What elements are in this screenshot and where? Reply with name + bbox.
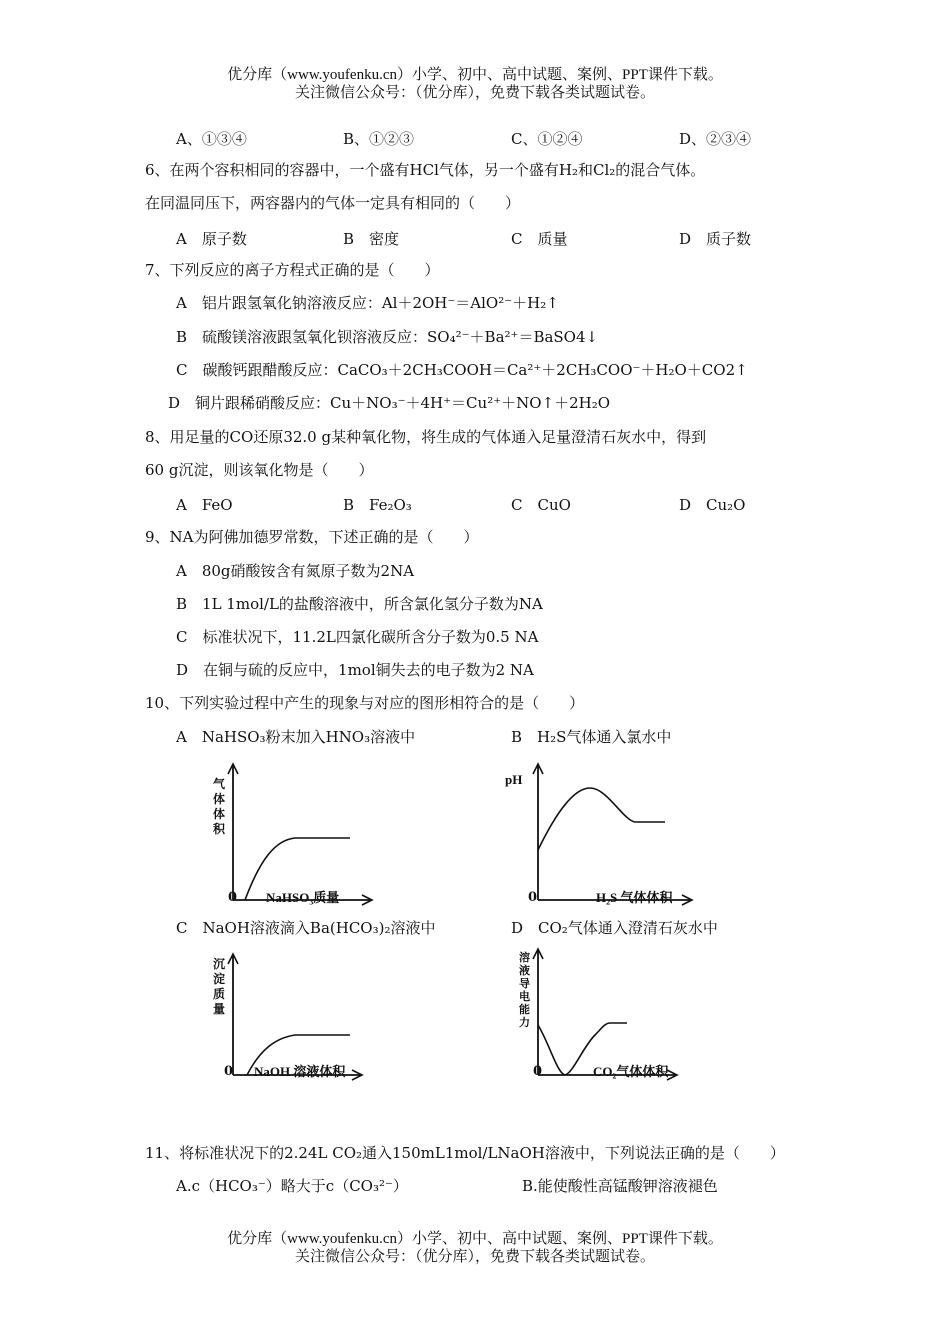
q8-option-a: A FeO	[176, 496, 233, 514]
q10-option-b: B H₂S气体通入氯水中	[511, 728, 672, 746]
footer-line-2: 关注微信公众号：（优分库），免费下载各类试题试卷。	[294, 1249, 655, 1265]
graph-d-ylabel-6: 力	[519, 1017, 530, 1029]
footer-line-1: 优分库（www.youfenku.cn）小学、初中、高中试题、案例、PPT课件下载。	[227, 1231, 723, 1247]
q11-option-b: B.能使酸性高锰酸钾溶液褪色	[522, 1177, 718, 1195]
q7-stem: 7、下列反应的离子方程式正确的是（ ）	[145, 261, 440, 279]
graph-c-ylabel-4: 量	[213, 1002, 226, 1016]
graph-c-ylabel-1: 沉	[213, 957, 226, 971]
graph-b-xlabel: H₂S 气体体积	[596, 890, 673, 905]
q9-option-a: A 80g硝酸铵含有氮原子数为2NA	[176, 562, 415, 580]
q10-option-c: C NaOH溶液滴入Ba(HCO₃)₂溶液中	[176, 919, 436, 937]
q7-option-d: D 铜片跟稀硝酸反应：Cu＋NO₃⁻＋4H⁺＝Cu²⁺＋NO↑＋2H₂O	[168, 394, 611, 412]
graph-d-ylabel-1: 溶	[519, 952, 530, 964]
page-footer	[0, 1230, 950, 1266]
graph-b-origin: 0	[528, 890, 538, 905]
q11-stem: 11、将标准状况下的2.24L CO₂通入150mL1mol/LNaOH溶液中，下列说法正确的是（ ）	[145, 1144, 785, 1162]
q7-option-b: B 硫酸镁溶液跟氢氧化钡溶液反应：SO₄²⁻＋Ba²⁺＝BaSO4↓	[176, 328, 599, 346]
graph-d-ylabel-4: 电	[519, 991, 530, 1003]
graph-c-ylabel-2: 淀	[213, 972, 226, 986]
q8-option-b: B Fe₂O₃	[343, 496, 412, 514]
graph-b-curve	[538, 788, 665, 850]
q6-option-b: B 密度	[343, 230, 400, 248]
q9-option-c: C 标准状况下，11.2L四氯化碳所含分子数为0.5 NA	[176, 628, 539, 646]
graph-a-ylabel-4: 积	[213, 822, 226, 836]
q6-option-d: D 质子数	[679, 230, 752, 248]
graph-b-ylabel: pH	[505, 772, 523, 787]
q8-stem-line-1: 8、用足量的CO还原32.0 g某种氧化物，将生成的气体通入足量澄清石灰水中，得到	[145, 428, 707, 446]
q10-option-d: D CO₂气体通入澄清石灰水中	[511, 919, 718, 937]
graph-a-ylabel-3: 体	[213, 807, 226, 821]
graph-d-ylabel-5: 能	[519, 1004, 530, 1016]
graph-c-origin: 0	[224, 1064, 234, 1079]
q10-option-a: A NaHSO₃粉末加入HNO₃溶液中	[176, 728, 416, 746]
q9-stem: 9、NA为阿佛加德罗常数，下述正确的是（ ）	[145, 528, 479, 546]
q8-option-c: C CuO	[511, 496, 571, 514]
q5-option-b: B、①②③	[343, 130, 415, 148]
header-line-1: 优分库（www.youfenku.cn）小学、初中、高中试题、案例、PPT课件下载。	[227, 67, 723, 83]
graph-d-ylabel-2: 液	[519, 965, 530, 977]
q10-stem: 10、下列实验过程中产生的现象与对应的图形相符合的是（ ）	[145, 694, 585, 712]
graph-a-ylabel-2: 体	[213, 792, 226, 806]
q5-option-c: C、①②④	[511, 130, 583, 148]
q6-stem-line-1: 6、在两个容积相同的容器中，一个盛有HCl气体，另一个盛有H₂和Cl₂的混合气体。	[145, 161, 706, 179]
q6-option-c: C 质量	[511, 230, 568, 248]
graph-a-xlabel: NaHSO₃质量	[266, 890, 340, 905]
graph-a-origin: 0	[228, 890, 238, 905]
q7-option-c: C 碳酸钙跟醋酸反应：CaCO₃＋2CH₃COOH＝Ca²⁺＋2CH₃COO⁻＋H₂O＋CO2↑	[176, 361, 748, 379]
graph-d-origin: 0	[533, 1064, 543, 1079]
q11-option-a: A.c（HCO₃⁻）略大于c（CO₃²⁻）	[176, 1177, 408, 1195]
graph-d-xlabel: CO₂气体体积	[593, 1064, 669, 1079]
graph-c-ylabel-3: 质	[213, 987, 226, 1001]
q6-stem-line-2: 在同温同压下，两容器内的气体一定具有相同的（ ）	[145, 194, 521, 212]
q7-option-a: A 铝片跟氢氧化钠溶液反应：Al＋2OH⁻＝AlO²⁻＋H₂↑	[176, 294, 559, 312]
q9-option-d: D 在铜与硫的反应中，1mol铜失去的电子数为2 NA	[176, 661, 534, 679]
q8-stem-line-2: 60 g沉淀，则该氧化物是（ ）	[145, 461, 374, 479]
graph-a-ylabel-1: 气	[213, 777, 226, 791]
graph-c-xlabel: NaOH 溶液体积	[254, 1064, 346, 1079]
q8-option-d: D Cu₂O	[679, 496, 746, 514]
q5-option-d: D、②③④	[679, 130, 752, 148]
header-line-2: 关注微信公众号：（优分库），免费下载各类试题试卷。	[294, 85, 655, 101]
q9-option-b: B 1L 1mol/L的盐酸溶液中，所含氯化氢分子数为NA	[176, 595, 543, 613]
q5-option-a: A、①③④	[176, 130, 247, 148]
graph-d-ylabel-3: 导	[519, 978, 530, 990]
page-header	[0, 66, 950, 102]
q6-option-a: A 原子数	[176, 230, 247, 248]
